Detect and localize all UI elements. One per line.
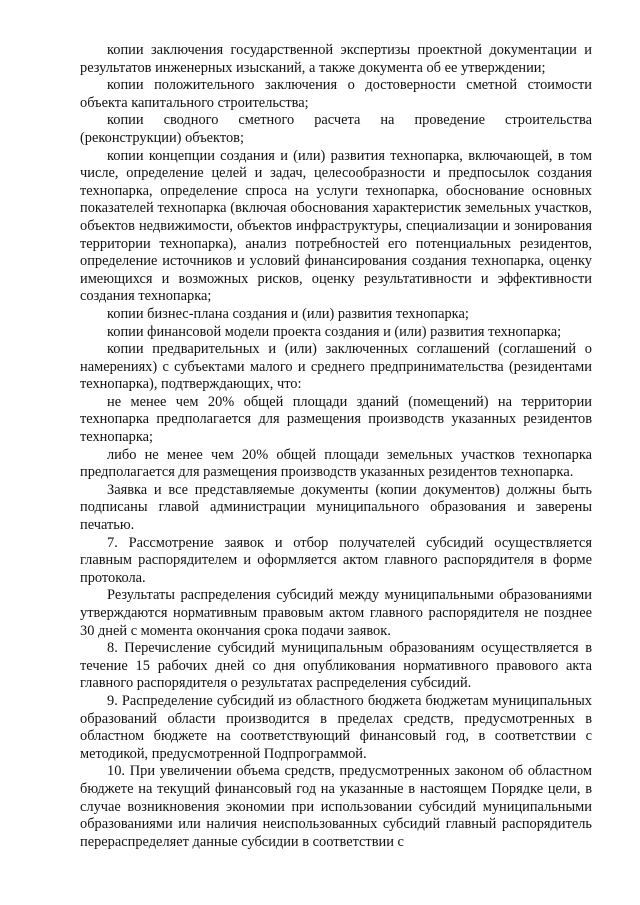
paragraph-item-7: 7. Рассмотрение заявок и отбор получателей субсидий осуществляется главным распорядителем и оформляется актом главного распорядителя в форме протокола. — [80, 534, 592, 586]
paragraph-building-area: не менее чем 20% общей площади зданий (помещений) на территории технопарка предполагается для размещения производств указанных резидентов технопарка; — [80, 393, 592, 446]
paragraph-item-10: 10. При увеличении объема средств, предусмотренных законом об областном бюджете на текущий финансовый год на указанные в настоящем Порядке цели, в случае возникновения экономии при использовании субсидий муниципальными образованиями или наличия неиспользованных субсидий главный распорядитель перераспределяет данные субсидии в соответствии с — [80, 763, 592, 850]
paragraph-item-9: 9. Распределение субсидий из областного бюджета бюджетам муниципальных образований области производится в пределах средств, предусмотренных в областном бюджете на соответствующий финансовый год, в соответствии с методикой, предусмотренной Подпрограммой. — [80, 692, 592, 762]
paragraph-summary-estimate: копии сводного сметного расчета на проведение строительства (реконструкции) объектов; — [80, 112, 592, 146]
paragraph-estimate-conclusion: копии положительного заключения о достоверности сметной стоимости объекта капитального строительства; — [80, 77, 592, 111]
paragraph-distribution-results: Результаты распределения субсидий между муниципальными образованиями утверждаются нормативным правовым актом главного распорядителя не позднее 30 дней с момента окончания срока подачи заявок. — [80, 587, 592, 639]
paragraph-business-plan: копии бизнес-плана создания и (или) развития технопарка; — [107, 305, 469, 322]
document-page — [80, 42, 592, 851]
paragraph-expertise-copies: копии заключения государственной экспертизы проектной документации и результатов инженерных изысканий, а также документа об ее утверждении; — [80, 42, 592, 76]
paragraph-application-signing: Заявка и все представляемые документы (копии документов) должны быть подписаны главой администрации муниципального образования и заверены печатью. — [80, 481, 592, 534]
paragraph-agreements: копии предварительных и (или) заключенных соглашений (соглашений о намерениях) с субъектами малого и среднего предпринимательства (резидентами технопарка), подтверждающих, что: — [80, 341, 592, 393]
paragraph-technopark-concept: копии концепции создания и (или) развития технопарка, включающей, в том числе, определение целей и задач, целесообразности и предпосылок создания технопарка, определение спроса на услуги технопарка, обоснование основных показателей технопарка (включая обоснования характеристик земельных участков, объектов недвижимости, объектов инфраструктуры, специализации и зонирования территории технопарка), анализ потребностей его потенциальных резидентов, определение источников и условий финансирования создания технопарка, оценку имеющихся и возможных рисков, оценку результативности и эффективности создания технопарка; — [80, 147, 592, 305]
paragraph-land-area: либо не менее чем 20% общей площади земельных участков технопарка предполагается для размещения производств указанных резидентов технопарка. — [80, 446, 592, 481]
paragraph-item-8: 8. Перечисление субсидий муниципальным образованиям осуществляется в течение 15 рабочих дней со дня опубликования нормативного правового акта главного распорядителя о результатах распределения субсидий. — [80, 640, 592, 692]
paragraph-financial-model: копии финансовой модели проекта создания и (или) развития технопарка; — [107, 323, 562, 340]
